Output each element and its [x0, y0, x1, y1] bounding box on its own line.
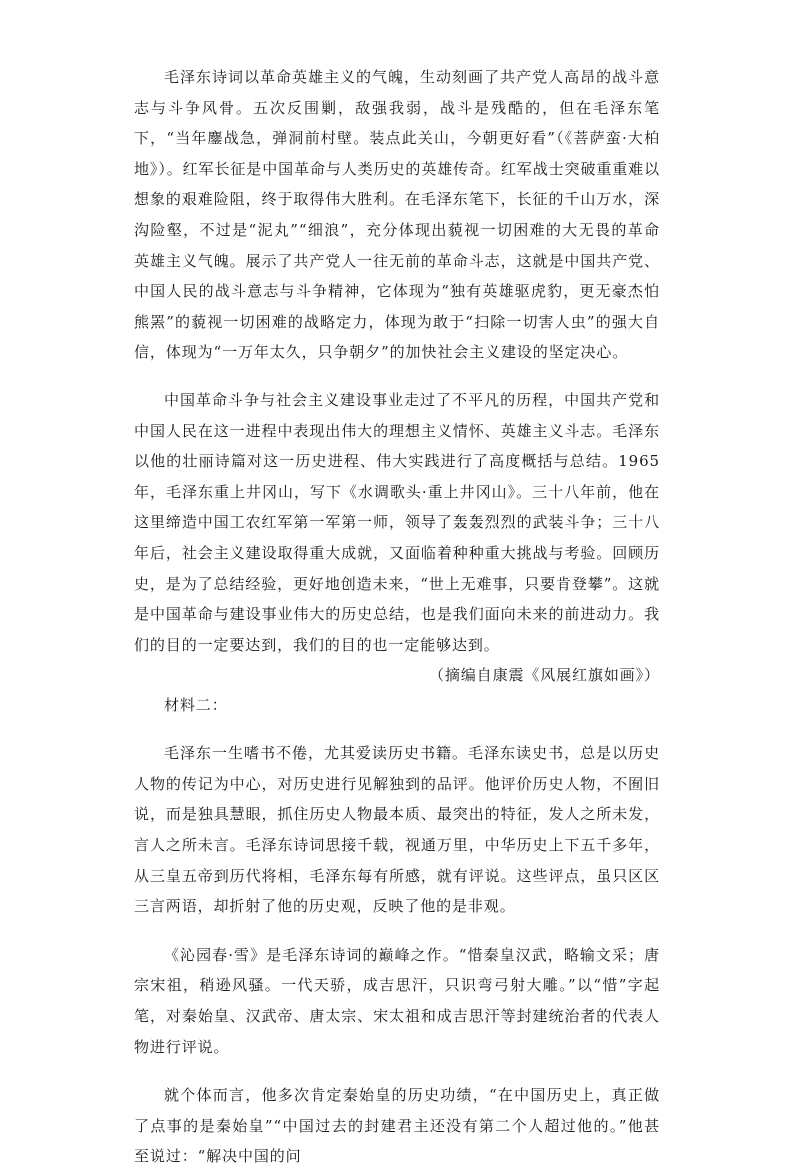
body-paragraph: 中国革命斗争与社会主义建设事业走过了不平凡的历程，中国共产党和中国人民在这一进程中表现出伟大的理想主义情怀、英雄主义斗志。毛泽东以他的壮丽诗篇对这一历史进程、伟大实践进行了高度概括与总结。1965年，毛泽东重上井冈山，写下《水调歌头·重上井冈山》。三十八年前，他在这里缔造中国工农红军第一军第一师，领导了轰轰烈烈的武装斗争；三十八年后，社会主义建设取得重大成就，又面临着种种重大挑战与考验。回顾历史，是为了总结经验，更好地创造未来，“世上无难事，只要肯登攀”。这就是中国革命与建设事业伟大的历史总结，也是我们面向未来的前进动力。我们的目的一定要达到，我们的目的也一定能够达到。	[134, 390, 660, 654]
document-page	[134, 62, 660, 1172]
body-paragraph: 就个体而言，他多次肯定秦始皇的历史功绩，“在中国历史上，真正做了点事的是秦始皇”“中国过去的封建君主还没有第二个人超过他的。”他甚至说过：“解决中国的问	[134, 1086, 660, 1166]
section-heading: 材料二：	[164, 696, 228, 715]
source-citation: （摘编自康震《风展红旗如画》）	[428, 666, 660, 685]
body-paragraph: 《沁园春·雪》是毛泽东诗词的巅峰之作。“惜秦皇汉武，略输文采；唐宗宋祖，稍逊风骚。一代天骄，成吉思汗，只识弯弓射大雕。”以“惜”字起笔，对秦始皇、汉武帝、唐太宗、宋太祖和成吉思汗等封建统治者的代表人物进行评说。	[134, 945, 660, 1056]
body-paragraph: 毛泽东诗词以革命英雄主义的气魄，生动刻画了共产党人高昂的战斗意志与斗争风骨。五次反围剿，敌强我弱，战斗是残酷的，但在毛泽东笔下，“当年鏖战急，弹洞前村壁。装点此关山，今朝更好看”（《菩萨蛮·大柏地》）。红军长征是中国革命与人类历史的英雄传奇。红军战士突破重重难以想象的艰难险阻，终于取得伟大胜利。在毛泽东笔下，长征的千山万水，深沟险壑，不过是“泥丸”“细浪”，充分体现出藐视一切困难的大无畏的革命英雄主义气魄。展示了共产党人一往无前的革命斗志，这就是中国共产党、中国人民的战斗意志与斗争精神，它体现为“独有英雄驱虎豹，更无豪杰怕熊罴”的藐视一切困难的战略定力，体现为敢于“扫除一切害人虫”的强大自信，体现为“一万年太久，只争朝夕”的加快社会主义建设的坚定决心。	[134, 68, 660, 362]
body-paragraph: 毛泽东一生嗜书不倦，尤其爱读历史书籍。毛泽东读史书，总是以历史人物的传记为中心，对历史进行见解独到的品评。他评价历史人物，不囿旧说，而是独具慧眼，抓住历史人物最本质、最突出的特征，发人之所未发，言人之所未言。毛泽东诗词思接千载，视通万里，中华历史上下五千多年，从三皇五帝到历代将相，毛泽东每有所感，就有评说。这些评点，虽只区区三言两语，却折射了他的历史观，反映了他的是非观。	[134, 744, 660, 916]
